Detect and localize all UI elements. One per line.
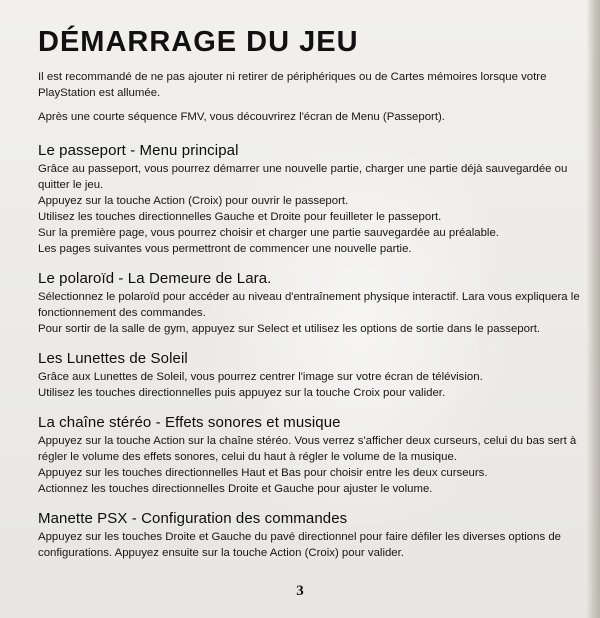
section-line: Utilisez les touches directionnelles puis appuyez sur la touche Croix pour valider. (38, 387, 446, 399)
section-heading: La chaîne stéréo - Effets sonores et musique (38, 414, 341, 431)
page-title: DÉMARRAGE DU JEU (38, 26, 359, 58)
section-line: Appuyez sur la touche Action sur la chaîne stéréo. Vous verrez s'afficher deux curseurs, celui du bas sert à régler le volume des effets sonores, celui du haut à régler le volume de la musique. (38, 435, 577, 463)
section-line: Appuyez sur les touches directionnelles Haut et Bas pour choisir entre les deux curseurs. (38, 467, 488, 479)
section-line: Actionnez les touches directionnelles Droite et Gauche pour ajuster le volume. (38, 483, 433, 495)
section-heading: Manette PSX - Configuration des commandes (38, 510, 348, 527)
section-heading: Les Lunettes de Soleil (38, 350, 188, 367)
section-line: Appuyez sur les touches Droite et Gauche du pavé directionnel pour faire défiler les diverses options de configurations. Appuyez ensuite sur la touche Action (Croix) pour valider. (38, 531, 562, 559)
section-line: Grâce au passeport, vous pourrez démarrer une nouvelle partie, charger une partie déjà sauvegardée ou quitter le jeu. (38, 163, 568, 191)
section-heading: Le passeport - Menu principal (38, 142, 239, 159)
page-content (38, 24, 586, 573)
section-manette (38, 509, 586, 561)
section-passeport (38, 141, 586, 257)
section-line: Appuyez sur la touche Action (Croix) pour ouvrir le passeport. (38, 195, 349, 207)
section-line: Grâce aux Lunettes de Soleil, vous pourrez centrer l'image sur votre écran de télévision. (38, 371, 483, 383)
intro-paragraph: Après une courte séquence FMV, vous découvrirez l'écran de Menu (Passeport). (38, 111, 445, 123)
section-line: Pour sortir de la salle de gym, appuyez sur Select et utilisez les options de sortie dans le passeport. (38, 323, 541, 335)
page-number: 3 (296, 583, 304, 599)
section-line: Les pages suivantes vous permettront de commencer une nouvelle partie. (38, 243, 412, 255)
section-lunettes (38, 349, 586, 401)
section-heading: Le polaroïd - La Demeure de Lara. (38, 270, 272, 287)
section-line: Sélectionnez le polaroïd pour accéder au niveau d'entraînement physique interactif. Lara vous expliquera le fonctionnement des commandes. (38, 291, 580, 319)
section-line: Utilisez les touches directionnelles Gauche et Droite pour feuilleter le passeport. (38, 211, 442, 223)
page-edge-shadow (586, 0, 600, 618)
section-line: Sur la première page, vous pourrez choisir et charger une partie sauvegardée au préalable. (38, 227, 499, 239)
section-polaroid (38, 269, 586, 337)
section-chaine-stereo (38, 413, 586, 497)
intro-paragraph: Il est recommandé de ne pas ajouter ni retirer de périphériques ou de Cartes mémoires lorsque votre PlayStation est allumée. (38, 71, 547, 99)
